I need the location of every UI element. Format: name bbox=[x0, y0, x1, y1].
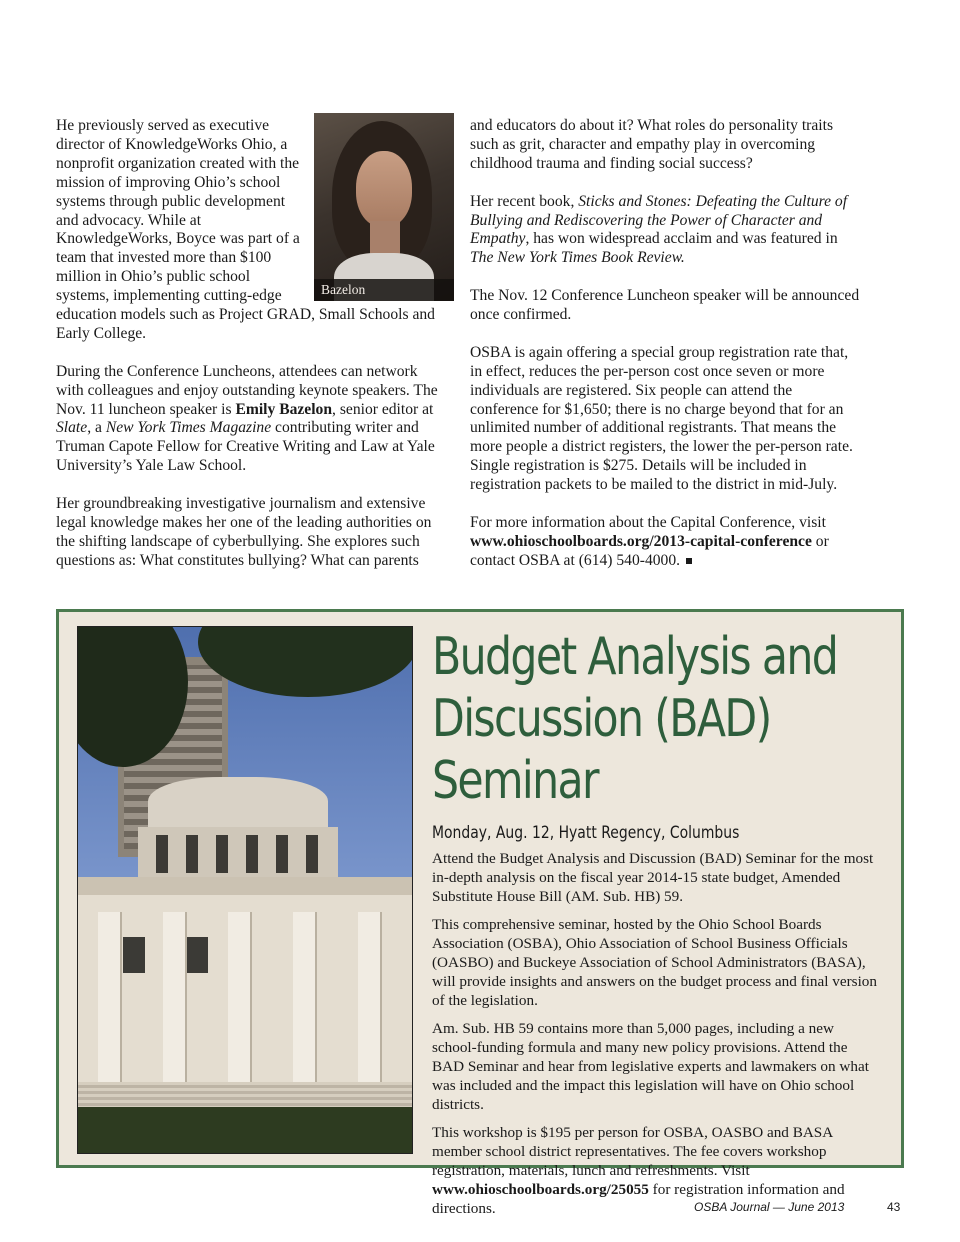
seminar-link[interactable]: www.ohioschoolboards.org/25055 bbox=[432, 1181, 649, 1198]
bazelon-photo bbox=[314, 113, 454, 301]
conference-link[interactable]: www.ohioschoolboards.org/2013-capital-conference bbox=[470, 532, 812, 550]
footer-journal: OSBA Journal — June 2013 bbox=[694, 1200, 845, 1214]
boyce-bio-paragraph: He previously served as executive director of KnowledgeWorks Ohio, a nonprofit organization created with the mission of improving Ohio’s school systems through public development and advocacy. While at KnowledgeWorks, Boyce was part of a team that invested more than $100 million in Ohio’s public school systems, implementing cutting-edge education models such as Project GRAD, Small Schools and Early College. bbox=[56, 117, 435, 342]
registration-paragraph: OSBA is again offering a special group registration rate that, in effect, reduces the per-person cost once seven or more individuals are registered. Six people can attend the conference for $1,650; there is no charge beyond that for an unlimited number of additional registrants. That means the more people a district registers, the lower the per-person rate. Single registration is $275. Details will be included in registration packets to be mailed to the district in mid-July. bbox=[470, 343, 853, 494]
speaker-name: Emily Bazelon bbox=[235, 400, 333, 418]
book-paragraph: Her recent book, Sticks and Stones: Defeating the Culture of Bullying and Rediscovering the Power of Character and Empathy, has won widespread acclaim and was featured in The New York Times Book Review. bbox=[470, 192, 848, 267]
statehouse-image bbox=[77, 626, 413, 1154]
square-end-mark-icon bbox=[686, 558, 692, 564]
seminar-date-location: Monday, Aug. 12, Hyatt Regency, Columbus bbox=[432, 823, 740, 843]
nov12-paragraph: The Nov. 12 Conference Luncheon speaker will be announced once confirmed. bbox=[470, 287, 860, 324]
seminar-paragraph-2: This comprehensive seminar, hosted by the Ohio School Boards Association (OSBA), Ohio Association of School Business Officials (OASBO) and Buckeye Association of School Administrators (BASA), will provide insights and answers on the budget process and final version of the legislation. bbox=[432, 916, 877, 1009]
book-title: Sticks and Stones: Defeating the Culture of Bullying and Rediscovering the Power of Character and Empathy bbox=[470, 192, 848, 248]
right-column bbox=[470, 117, 862, 590]
luncheon-paragraph: During the Conference Luncheons, attendees can network with colleagues and enjoy outstanding keynote speakers. The Nov. 11 luncheon speaker is Emily Bazelon, senior editor at Slate, a New York Times Magazine contributing writer and Truman Capote Fellow for Creative Writing and Law at Yale University’s Yale Law School. bbox=[56, 362, 438, 475]
photo-caption: Bazelon bbox=[314, 279, 454, 301]
left-column bbox=[56, 117, 448, 590]
journalism-paragraph: Her groundbreaking investigative journalism and extensive legal knowledge makes her one of the leading authorities on the shifting landscape of cyberbullying. She explores such questions as: What constitutes bullying? What can parents bbox=[56, 495, 432, 569]
seminar-title: Budget Analysis and Discussion (BAD) Seminar bbox=[432, 627, 838, 811]
seminar-text bbox=[432, 626, 882, 1228]
seminar-paragraph-3: Am. Sub. HB 59 contains more than 5,000 pages, including a new school-funding formula and many new policy provisions. Attend the BAD Seminar and hear from legislative experts and lawmakers on what was included and the impact this legislation will have on Ohio school districts. bbox=[432, 1020, 869, 1113]
seminar-paragraph-1: Attend the Budget Analysis and Discussion (BAD) Seminar for the most in-depth analysis on the fiscal year 2014-15 state budget, Amended Substitute House Bill (AM. Sub. HB) 59. bbox=[432, 850, 874, 905]
more-info-paragraph: For more information about the Capital Conference, visit www.ohioschoolboards.org/2013-capital-conference or contact OSBA at (614) 540-4000. bbox=[470, 513, 829, 569]
questions-paragraph: and educators do about it? What roles do personality traits such as grit, character and empathy play in overcoming childhood trauma and finding social success? bbox=[470, 117, 834, 172]
seminar-paragraph-4: This workshop is $195 per person for OSBA, OASBO and BASA member school district representatives. The fee covers workshop registration, materials, lunch and refreshments. Visit www.ohioschoolboards.org/25055 for registration information and directions. bbox=[432, 1124, 845, 1217]
page-number: 43 bbox=[887, 1200, 901, 1214]
